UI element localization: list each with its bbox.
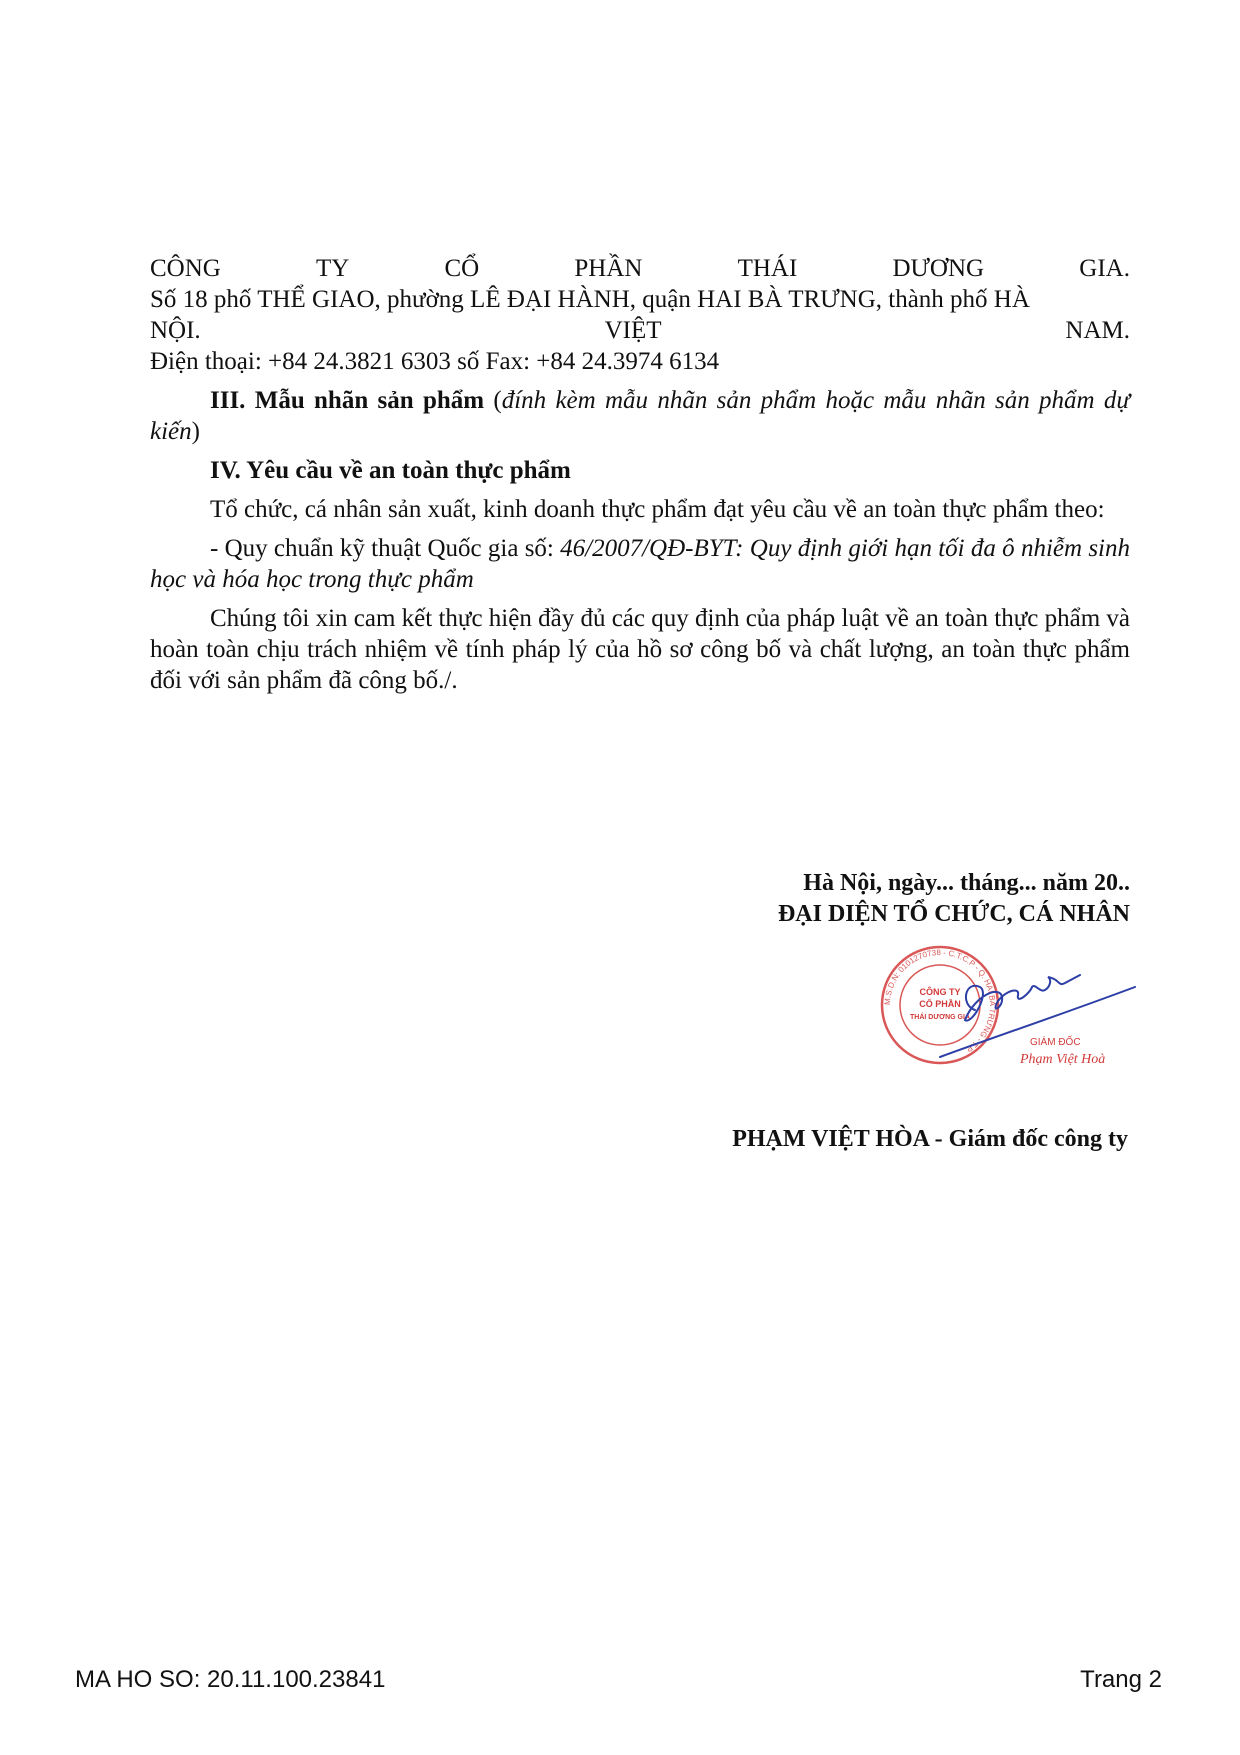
address-word: VIỆT [604,317,662,344]
signer-name: PHẠM VIỆT HÒA - Giám đốc công ty [732,1126,1128,1152]
company-name-word: GIA. [1079,255,1130,282]
section4-title: IV. Yêu cầu về an toàn thực phẩm [210,457,571,484]
address-word: NỘI. [150,317,201,344]
stamp-title: GIÁM ĐỐC [1030,1037,1081,1048]
section4-standard [150,533,1130,595]
address-word: NAM. [1065,317,1130,344]
company-name-word: PHẦN [574,255,643,282]
section3-open-paren: ( [484,387,502,414]
commitment-paragraph: Chúng tôi xin cam kết thực hiện đầy đủ các quy định của pháp luật về an toàn thực phẩm và hoàn toàn chịu trách nhiệm về tính pháp lý của hồ sơ công bố và chất lượng, an toàn thực phẩm đối với sản phẩm đã công bố./. [150,605,1130,694]
section3-close-paren: ) [191,418,200,445]
file-code: MA HO SO: 20.11.100.23841 [75,1666,386,1693]
section4-intro: Tổ chức, cá nhân sản xuất, kinh doanh thực phẩm đạt yêu cầu về an toàn thực phẩm theo: [210,496,1105,523]
date-line: Hà Nội, ngày... tháng... năm 20.. [803,870,1130,896]
stamp-svg [880,935,1140,1075]
signature-block [778,868,1130,930]
stamp-name: Phạm Việt Hoà [1020,1052,1106,1067]
company-address-line2 [150,315,1130,346]
section3-note: đính kèm mẫu nhãn sản phẩm hoặc mẫu nhãn sản phẩm dự kiến [150,387,1130,445]
stamp-ring-text: M.S.D.N: 0101270738 - C.T.C.P - Q. HAI BÀ TRƯNG - T.P [882,947,998,1054]
stamp-line3: THÁI DƯƠNG GIA [910,1014,970,1021]
company-name-word: THÁI [737,255,798,282]
page-number: Trang 2 [1080,1666,1162,1693]
standard-text: 46/2007/QĐ-BYT: Quy định giới hạn tối đa ô nhiễm sinh học và hóa học trong thực phẩm [150,535,1130,593]
company-name-line [150,253,1130,284]
stamp-line2: CỔ PHẦN [919,999,961,1009]
document-body [150,253,1130,696]
section3-paragraph [150,385,1130,447]
page-footer [75,1666,1162,1694]
representative-label: ĐẠI DIỆN TỔ CHỨC, CÁ NHÂN [777,901,1130,927]
standard-prefix: - Quy chuẩn kỹ thuật Quốc gia số: [210,535,561,562]
company-name-word: CỔ [444,255,480,282]
company-name-word: DƯƠNG [892,255,985,282]
company-phone-fax: Điện thoại: +84 24.3821 6303 số Fax: +84 24.3974 6134 [150,348,720,375]
stamp-line1: CÔNG TY [919,987,961,997]
company-name-word: CÔNG [150,255,221,282]
company-stamp-and-signature [880,935,1140,1075]
section3-title: III. Mẫu nhãn sản phẩm [210,387,485,414]
company-name-word: TY [316,255,350,282]
company-address-line1: Số 18 phố THỂ GIAO, phường LÊ ĐẠI HÀNH, quận HAI BÀ TRƯNG, thành phố HÀ [150,286,1030,313]
